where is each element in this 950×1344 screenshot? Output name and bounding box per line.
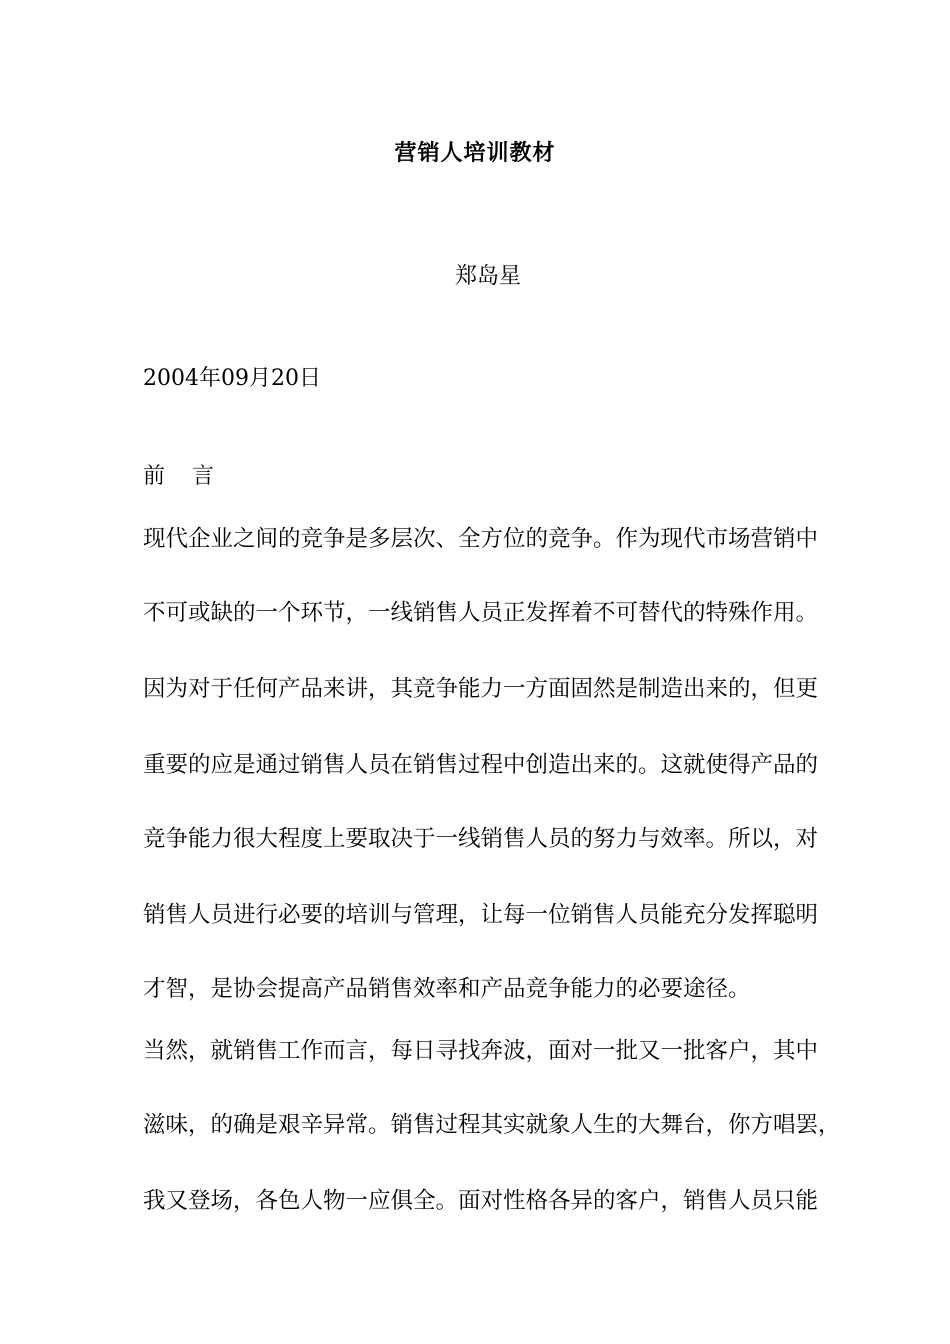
paragraph-line: 竞争能力很大程度上要取决于一线销售人员的努力与效率。所以，对: [143, 826, 819, 852]
paragraph-line: 我又登场，各色人物一应俱全。面对性格各异的客户，销售人员只能: [143, 1188, 819, 1214]
paragraph-line: 不可或缺的一个环节，一线销售人员正发挥着不可替代的特殊作用。: [143, 600, 819, 626]
document-title: 营销人培训教材: [394, 140, 556, 166]
paragraph-line: 当然，就销售工作而言，每日寻找奔波，面对一批又一批客户，其中: [143, 1038, 819, 1064]
paragraph-line: 重要的应是通过销售人员在销售过程中创造出来的。这就使得产品的: [143, 752, 819, 778]
paragraph-line: 销售人员进行必要的培训与管理，让每一位销售人员能充分发挥聪明: [143, 902, 819, 928]
section-heading-preface: 前 言: [143, 464, 224, 489]
paragraph-line: 现代企业之间的竞争是多层次、全方位的竞争。作为现代市场营销中: [143, 526, 819, 552]
paragraph-line: 才智，是协会提高产品销售效率和产品竞争能力的必要途径。: [143, 976, 751, 1002]
document-author: 郑岛星: [454, 264, 521, 289]
paragraph-line: 滋味，的确是艰辛异常。销售过程其实就象人生的大舞台，你方唱罢，: [143, 1112, 841, 1138]
document-date: 2004年09月20日: [143, 366, 321, 391]
paragraph-line: 因为对于任何产品来讲，其竞争能力一方面固然是制造出来的，但更: [143, 676, 819, 702]
